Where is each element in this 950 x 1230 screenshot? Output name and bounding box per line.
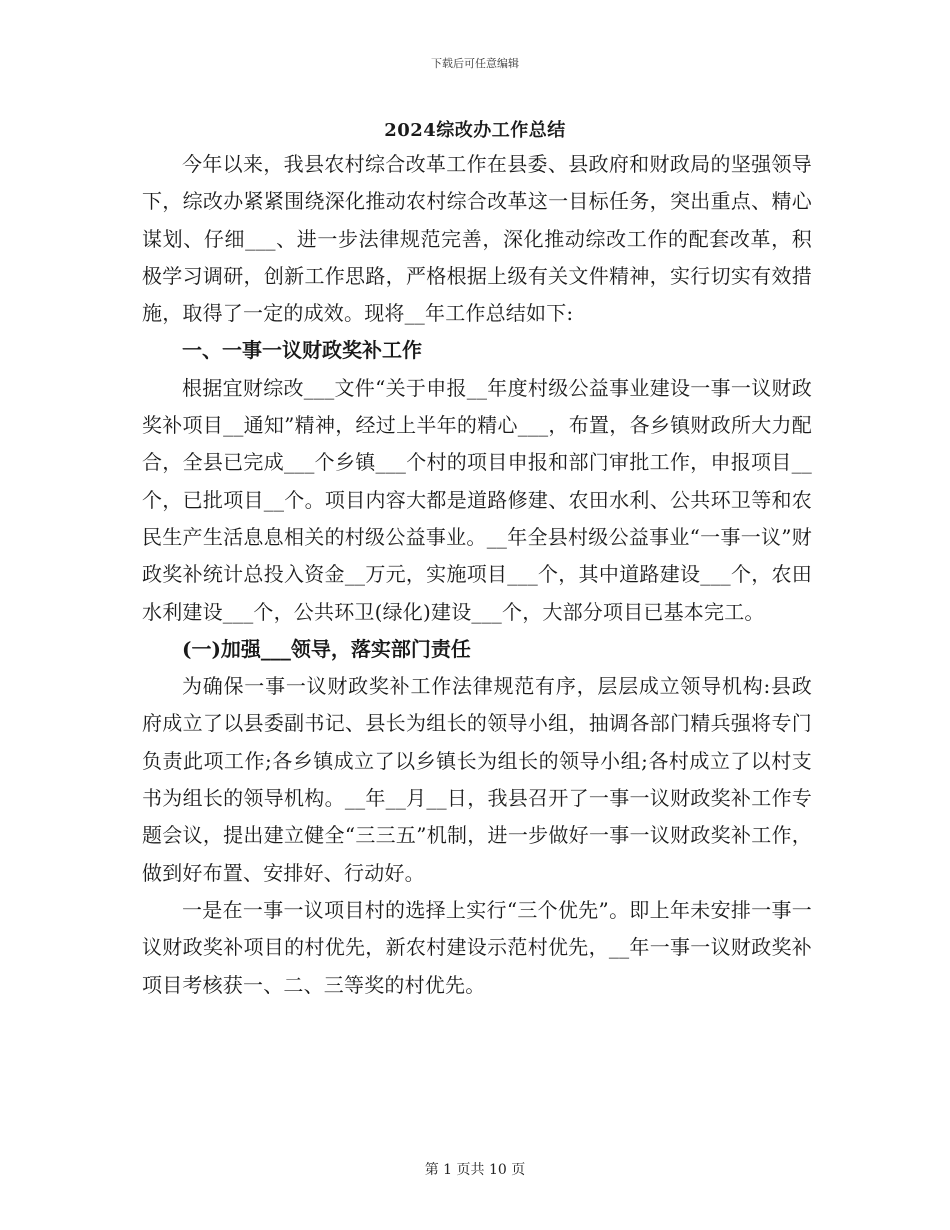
section-paragraph: 根据宜财综改___文件“关于申报__年度村级公益事业建设一事一议财政奖补项目__通知”精神，经过上半年的精心___，布置，各乡镇财政所大力配合，全县已完成___个乡镇___个村的项目申报和部门审批工作，申报项目__个，已批项目__个。项目内容大都是道路修建、农田水利、公共环卫等和农民生产生活息息相关的村级公益事业。__年全县村级公益事业“一事一议”财政奖补统计总投入资金__万元，实施项目___个，其中道路建设___个，农田水利建设___个，公共环卫(绿化)建设___个，大部分项目已基本完工。 bbox=[142, 375, 812, 624]
header-note: 下载后可任意编辑 bbox=[431, 57, 519, 70]
page-number: 第 1 页共 10 页 bbox=[424, 1162, 526, 1178]
intro-paragraph: 今年以来，我县农村综合改革工作在县委、县政府和财政局的坚强领导下，综改办紧紧围绕深化推动农村综合改革这一目标任务，突出重点、精心谋划、仔细___、进一步法律规范完善，深化推动综改工作的配套改革，积极学习调研，创新工作思路，严格根据上级有关文件精神，实行切实有效措施，取得了一定的成效。现将__年工作总结如下: bbox=[142, 152, 812, 326]
section-heading: 一、一事一议财政奖补工作 bbox=[182, 338, 422, 363]
subsection-paragraph: 为确保一事一议财政奖补工作法律规范有序，层层成立领导机构:县政府成立了以县委副书记、县长为组长的领导小组，抽调各部门精兵强将专门负责此项工作;各乡镇成立了以乡镇长为组长的领导小组;各村成立了以村支书为组长的领导机构。__年__月__日，我县召开了一事一议财政奖补工作专题会议，提出建立健全“三三五”机制，进一步做好一事一议财政奖补工作，做到好布置、安排好、行动好。 bbox=[142, 674, 812, 885]
document-title: 2024综改办工作总结 bbox=[384, 120, 566, 141]
document-body bbox=[142, 146, 812, 1004]
subsection-heading: (一)加强___领导，落实部门责任 bbox=[182, 636, 471, 661]
priority-paragraph: 一是在一事一议项目村的选择上实行“三个优先”。即上年未安排一事一议财政奖补项目的村优先，新农村建设示范村优先，__年一事一议财政奖补项目考核获一、二、三等奖的村优先。 bbox=[142, 897, 812, 997]
